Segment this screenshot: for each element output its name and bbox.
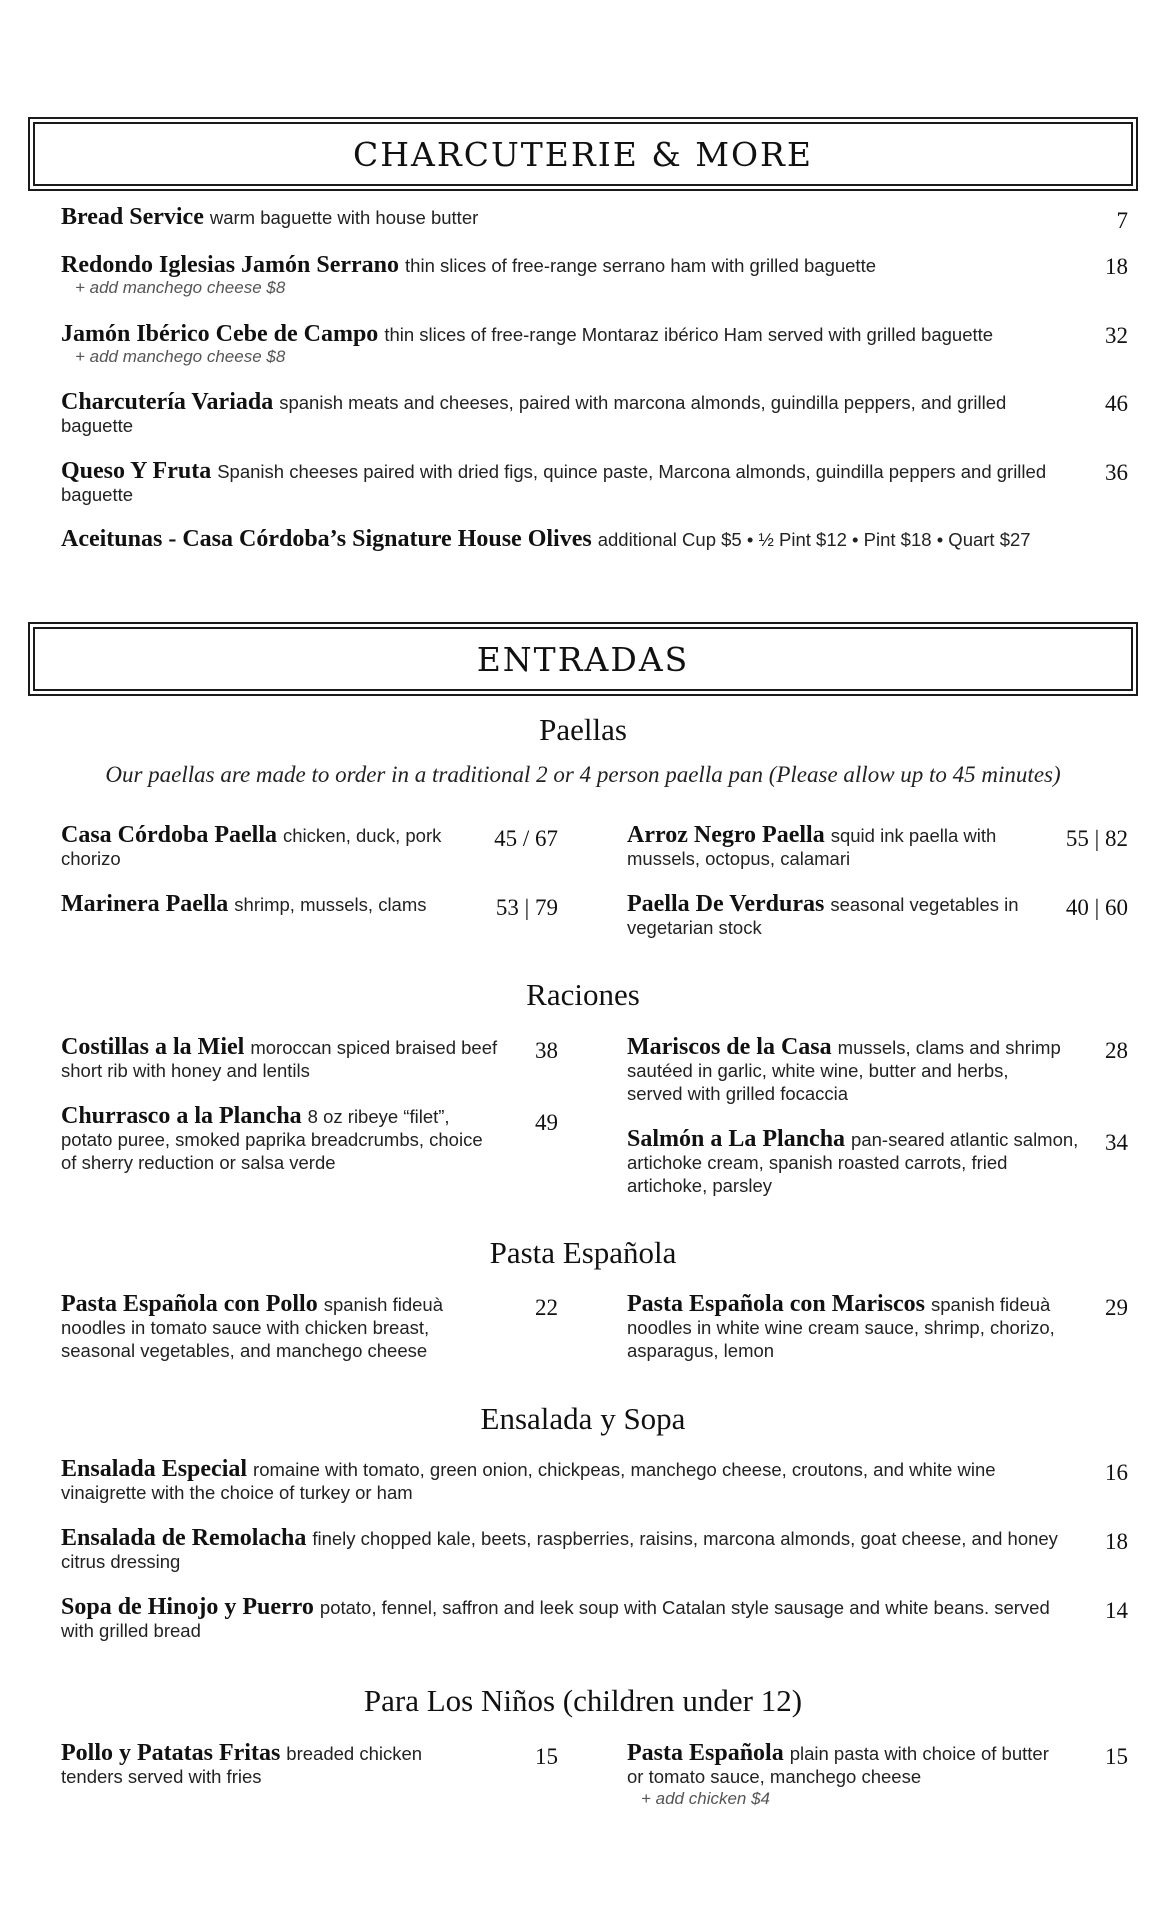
menu-item-arroz-negro-paella xyxy=(627,824,1027,870)
item-desc: thin slices of free-range serrano ham with grilled baguette xyxy=(405,255,877,276)
menu-item-sopa xyxy=(61,1596,1081,1642)
item-name: Costillas a la Miel xyxy=(61,1034,245,1060)
menu-item-ensalada-remolacha xyxy=(61,1527,1081,1573)
item-desc: mussels, clams and shrimp sautéed in garlic, white wine, butter and herbs, served with grilled focaccia xyxy=(627,1037,1061,1104)
item-desc: squid ink paella with mussels, octopus, calamari xyxy=(627,825,997,869)
item-price: 34 xyxy=(1105,1130,1128,1155)
item-name: Pollo y Patatas Fritas xyxy=(61,1740,281,1766)
item-desc: seasonal vegetables in vegetarian stock xyxy=(627,894,1019,938)
item-name: Sopa de Hinojo y Puerro xyxy=(61,1594,314,1620)
item-price: 15 xyxy=(535,1744,558,1769)
item-desc: romaine with tomato, green onion, chickpeas, manchego cheese, croutons, and white wine vinaigrette with the choice of turkey or ham xyxy=(61,1459,996,1503)
menu-item-pasta-mariscos xyxy=(627,1293,1082,1362)
item-price: 46 xyxy=(1105,391,1128,416)
item-name: Marinera Paella xyxy=(61,891,229,917)
menu-item-costillas xyxy=(61,1036,501,1082)
item-price: 7 xyxy=(1116,208,1128,233)
item-name: Pasta Española xyxy=(627,1740,784,1766)
section-title-pasta: Pasta Española xyxy=(489,1235,677,1270)
item-name: Salmón a La Plancha xyxy=(627,1126,846,1152)
charcuterie-title: CHARCUTERIE & MORE xyxy=(353,134,813,174)
item-name: Redondo Iglesias Jamón Serrano xyxy=(61,252,400,278)
item-price: 15 xyxy=(1105,1744,1128,1769)
menu-item-churrasco xyxy=(61,1105,486,1174)
item-price: 53 | 79 xyxy=(495,895,558,920)
menu-item-casa-cordoba-paella xyxy=(61,824,451,870)
item-desc: 8 oz ribeye “filet”, potato puree, smoked paprika breadcrumbs, choice of sherry reduction or salsa verde xyxy=(61,1106,483,1173)
item-desc: plain pasta with choice of butter or tomato sauce, manchego cheese xyxy=(627,1743,1049,1787)
section-title-raciones: Raciones xyxy=(526,977,640,1012)
item-desc: Spanish cheeses paired with dried figs, quince paste, Marcona almonds, guindilla peppers and grilled baguette xyxy=(61,461,1047,505)
menu-item-pollo-patatas xyxy=(61,1742,481,1788)
item-name: Paella De Verduras xyxy=(627,891,825,917)
section-title-ninos: Para Los Niños (children under 12) xyxy=(363,1683,803,1718)
item-price: 55 | 82 xyxy=(1065,826,1128,851)
menu-item-jamon-iberico xyxy=(61,323,1081,367)
charcuterie-banner xyxy=(28,117,1138,191)
item-price: 28 xyxy=(1105,1038,1128,1063)
item-desc: moroccan spiced braised beef short rib with honey and lentils xyxy=(61,1037,498,1081)
menu-item-pasta-espanola-ninos xyxy=(627,1742,1057,1809)
item-name: Aceitunas - Casa Córdoba’s Signature House Olives xyxy=(61,526,592,552)
item-price: 38 xyxy=(535,1038,558,1063)
menu-item-charcuteria-variada xyxy=(61,391,1046,437)
item-name: Churrasco a la Plancha xyxy=(61,1103,302,1129)
item-name: Jamón Ibérico Cebe de Campo xyxy=(61,321,379,347)
item-price: 14 xyxy=(1105,1598,1128,1623)
item-desc: finely chopped kale, beets, raspberries, raisins, marcona almonds, goat cheese, and honey citrus dressing xyxy=(61,1528,1058,1572)
section-title-ensalada: Ensalada y Sopa xyxy=(480,1401,686,1436)
entradas-title: ENTRADAS xyxy=(476,639,690,679)
item-price: 32 xyxy=(1105,323,1128,348)
item-note: + add manchego cheese $8 xyxy=(75,347,286,366)
paellas-subtitle: Our paellas are made to order in a traditional 2 or 4 person paella pan (Please allow up to 45 minutes) xyxy=(105,762,1061,787)
item-price: 45 / 67 xyxy=(494,826,558,851)
item-name: Ensalada Especial xyxy=(61,1456,248,1482)
item-price: 40 | 60 xyxy=(1065,895,1128,920)
item-desc: spanish fideuà noodles in tomato sauce with chicken breast, seasonal vegetables, and manchego cheese xyxy=(61,1294,444,1361)
menu-item-salmon xyxy=(627,1128,1082,1197)
item-price: 29 xyxy=(1105,1295,1128,1320)
menu-item-mariscos-de-la-casa xyxy=(627,1036,1067,1105)
item-desc: warm baguette with house butter xyxy=(209,207,479,228)
section-title-paellas: Paellas xyxy=(539,712,627,747)
item-name: Charcutería Variada xyxy=(61,389,274,415)
item-note: + add manchego cheese $8 xyxy=(75,278,286,297)
item-price: 36 xyxy=(1105,460,1128,485)
menu-item-paella-de-verduras xyxy=(627,893,1027,939)
item-desc: additional Cup $5 • ½ Pint $12 • Pint $18 • Quart $27 xyxy=(597,529,1031,550)
item-desc: thin slices of free-range Montaraz ibérico Ham served with grilled baguette xyxy=(384,324,994,345)
item-desc: potato, fennel, saffron and leek soup with Catalan style sausage and white beans. served with grilled bread xyxy=(61,1597,1050,1641)
item-desc: shrimp, mussels, clams xyxy=(234,894,427,915)
menu-item-marinera-paella xyxy=(61,893,461,916)
item-price: 18 xyxy=(1105,254,1128,279)
item-price: 22 xyxy=(535,1295,558,1320)
menu-item-ensalada-especial xyxy=(61,1458,1081,1504)
item-desc: breaded chicken tenders served with fries xyxy=(61,1743,423,1787)
item-price: 16 xyxy=(1105,1460,1128,1485)
item-name: Mariscos de la Casa xyxy=(627,1034,832,1060)
menu-item-aceitunas xyxy=(61,528,1081,551)
item-name: Pasta Española con Mariscos xyxy=(627,1291,926,1317)
item-name: Casa Córdoba Paella xyxy=(61,822,277,848)
menu-item-pasta-pollo xyxy=(61,1293,486,1362)
item-name: Ensalada de Remolacha xyxy=(61,1525,307,1551)
item-desc: spanish fideuà noodles in white wine cream sauce, shrimp, chorizo, asparagus, lemon xyxy=(627,1294,1055,1361)
menu-item-bread-service xyxy=(61,206,1081,229)
item-name: Arroz Negro Paella xyxy=(627,822,825,848)
item-desc: pan-seared atlantic salmon, artichoke cream, spanish roasted carrots, fried artichoke, parsley xyxy=(627,1129,1079,1196)
menu-item-queso-fruta xyxy=(61,460,1081,506)
item-name: Queso Y Fruta xyxy=(61,458,212,484)
item-price: 49 xyxy=(535,1110,558,1135)
entradas-banner xyxy=(28,622,1138,696)
menu-item-jamon-serrano xyxy=(61,254,1081,298)
item-desc: spanish meats and cheeses, paired with marcona almonds, guindilla peppers, and grilled baguette xyxy=(61,392,1007,436)
item-desc: chicken, duck, pork chorizo xyxy=(61,825,442,869)
item-name: Bread Service xyxy=(61,204,204,230)
item-note: + add chicken $4 xyxy=(641,1789,771,1808)
item-price: 18 xyxy=(1105,1529,1128,1554)
item-name: Pasta Española con Pollo xyxy=(61,1291,318,1317)
